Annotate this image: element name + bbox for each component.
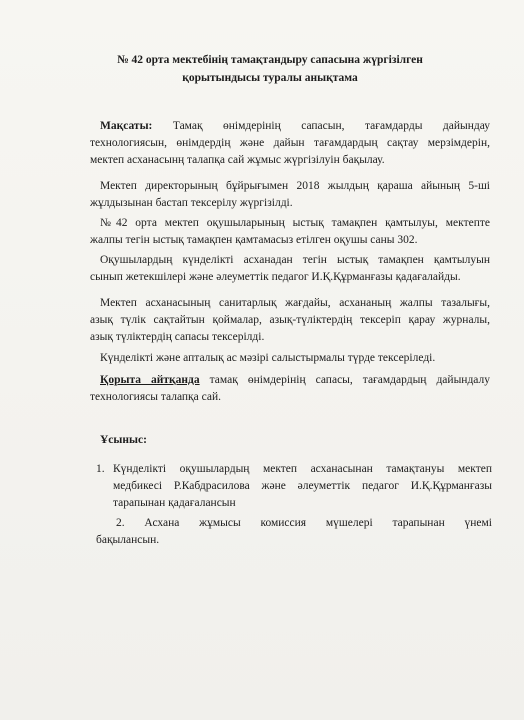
paragraph-daily-supervision-line-2: сынып жетекшілері және әлеуметтік педагог И.Қ.Құрманғазы қадағалайды. bbox=[90, 271, 461, 283]
recommendation-item-1-line-3: тарапынан қадағалансын bbox=[113, 497, 236, 509]
paragraph-goal-line-2: технологиясын, өнімдердің және дайын тағамдардың сақтау мерзімдерін, bbox=[90, 137, 490, 149]
paragraph-conclusion bbox=[90, 372, 490, 406]
recommendation-item-2-line-2: бақылансын. bbox=[96, 534, 160, 546]
recommendation-item-1-number: 1. bbox=[96, 463, 105, 475]
paragraph-goal-line-1 bbox=[90, 118, 490, 135]
paragraph-menu bbox=[90, 350, 490, 367]
paragraph-conclusion-line-1 bbox=[90, 372, 490, 389]
document-title-line-2: қорытындысы туралы анықтама bbox=[182, 72, 358, 84]
recommendation-item-1-line-1: Күнделікті оқушылардың мектеп асханасынан тамақтануы мектеп bbox=[113, 463, 492, 475]
paragraph-daily-supervision bbox=[90, 252, 490, 286]
recommendation-item-1-body bbox=[113, 461, 492, 512]
goal-line-1-text: Тамақ өнімдерінің сапасын, тағамдарды дайындау bbox=[172, 120, 490, 132]
paragraph-sanitary bbox=[90, 295, 490, 346]
recommendation-item-1-line-2: медбикесі Р.Кабдрасилова және әлеуметтік педагог И.Қ.Құрманғазы bbox=[113, 480, 492, 492]
paragraph-menu-line-1: Күнделікті және апталық ас мәзірі салыстырмалы түрде тексеріледі. bbox=[100, 352, 436, 364]
recommendations-heading: Ұсыныс: bbox=[100, 434, 147, 446]
recommendation-item-2 bbox=[96, 515, 492, 549]
paragraph-sanitary-line-3: азық түліктердің сапасы тексерілді. bbox=[90, 331, 265, 343]
document-title-line-1: № 42 орта мектебінің тамақтандыру сапасына жүргізілген bbox=[117, 54, 423, 66]
paragraph-goal-line-3: мектеп асханасынң талапқа сай жұмыс жүргізілуін бақылау. bbox=[90, 154, 385, 166]
paragraph-director-order-line-1: Мектеп директорының бұйрығымен 2018 жылдың қараша айының 5-ші bbox=[100, 180, 490, 192]
goal-label: Мақсаты: bbox=[100, 120, 153, 132]
conclusion-label: Қорыта айтқанда bbox=[100, 374, 200, 386]
paragraph-director-order bbox=[90, 178, 490, 212]
paragraph-daily-supervision-line-1: Оқушылардың күнделікті асханадан тегін ыстық тамақпен қамтылуын bbox=[100, 254, 490, 266]
paragraph-director-order-line-2: жұлдызынан бастап тексерілу жүргізілді. bbox=[90, 197, 293, 209]
recommendation-item-2-line-1: 2. Асхана жұмысы комиссия мүшелері тарапынан үнемі bbox=[116, 517, 492, 529]
paragraph-conclusion-line-2: технологиясы талапқа сай. bbox=[90, 391, 221, 403]
paragraph-sanitary-line-2: азық түлік сақтайтын қоймалар, азық-түліктердің тексеріп қарау журналы, bbox=[90, 314, 490, 326]
paragraph-hot-meals-line-2: жалпы тегін ыстық тамақпен қамтамасыз етілген оқушы саны 302. bbox=[90, 234, 418, 246]
conclusion-line-1-text: тамақ өнімдерінің сапасы, тағамдардың дайындалу bbox=[209, 374, 490, 386]
paragraph-sanitary-line-1: Мектеп асханасының санитарлық жағдайы, асхананың жалпы тазалығы, bbox=[100, 297, 490, 309]
paragraph-hot-meals-line-1: №42 орта мектеп оқушыларының ыстық тамақпен қамтылуы, мектепте bbox=[100, 217, 490, 229]
paragraph-hot-meals bbox=[90, 215, 490, 249]
paragraph-goal bbox=[90, 118, 490, 169]
